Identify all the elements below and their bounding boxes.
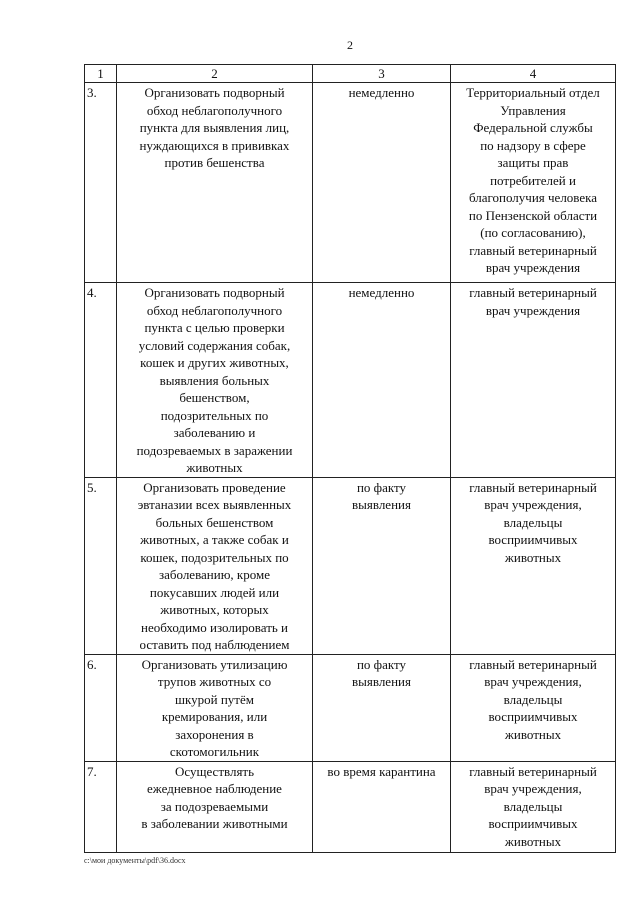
- table-header-row: [85, 65, 616, 83]
- table-row: [85, 83, 616, 283]
- row-action-text: Организовать подворный обход неблагополучного пункта для выявления лиц, нуждающихся в прививках против бешенства: [139, 85, 290, 170]
- row-number: 5.: [85, 477, 117, 654]
- table-row: [85, 477, 616, 654]
- row-action-text: Организовать утилизацию трупов животных со шкурой путём кремирования, или захоронения в скотомогильник: [141, 656, 288, 759]
- row-term-text: по факту выявления: [352, 656, 411, 689]
- row-action: [117, 654, 313, 761]
- column-header-action: 2: [117, 65, 313, 83]
- table-row: [85, 283, 616, 478]
- row-responsible: [451, 654, 616, 761]
- row-term: [313, 654, 451, 761]
- column-header-number: 1: [85, 65, 117, 83]
- row-term: [313, 761, 451, 852]
- page-number: 2: [347, 38, 353, 52]
- row-term: [313, 477, 451, 654]
- row-responsible: [451, 83, 616, 283]
- row-term-text: немедленно: [348, 285, 415, 300]
- row-number: 7.: [85, 761, 117, 852]
- row-responsible: [451, 283, 616, 478]
- row-action-text: Организовать проведение эвтаназии всех выявленных больных бешенством животных, а также собак и кошек, подозрительных по заболеванию, кроме покусавших людей или животных, которых необходимо изолировать и оставить под наблюдением: [137, 479, 292, 652]
- row-term: [313, 283, 451, 478]
- table-row: [85, 654, 616, 761]
- row-term-text: немедленно: [348, 85, 415, 100]
- row-action: [117, 83, 313, 283]
- row-responsible: [451, 477, 616, 654]
- measures-table: [84, 64, 616, 853]
- table-row: [85, 761, 616, 852]
- row-responsible-text: главный ветеринарный врач учреждения: [469, 285, 597, 318]
- row-action: [117, 761, 313, 852]
- row-number: 3.: [85, 83, 117, 283]
- row-action: [117, 283, 313, 478]
- footer-file-path: c:\мои документы\pdf\36.docx: [84, 856, 186, 865]
- column-header-responsible: 4: [451, 65, 616, 83]
- row-responsible-text: главный ветеринарный врач учреждения, владельцы восприимчивых животных: [469, 763, 597, 849]
- row-number: 6.: [85, 654, 117, 761]
- row-action: [117, 477, 313, 654]
- row-responsible-text: Территориальный отдел Управления Федеральной службы по надзору в сфере защиты прав потребителей и благополучия человека по Пензенской области (по согласованию), главный ветеринарный врач учреждения: [466, 85, 600, 275]
- row-action-text: Осуществлять ежедневное наблюдение за подозреваемыми в заболевании животными: [141, 763, 288, 831]
- row-responsible-text: главный ветеринарный врач учреждения, владельцы восприимчивых животных: [469, 656, 597, 742]
- row-responsible-text: главный ветеринарный врач учреждения, владельцы восприимчивых животных: [469, 479, 597, 565]
- column-header-term: 3: [313, 65, 451, 83]
- row-responsible: [451, 761, 616, 852]
- row-term-text: по факту выявления: [352, 479, 411, 512]
- row-term-text: во время карантина: [327, 763, 436, 779]
- row-term: [313, 83, 451, 283]
- row-number: 4.: [85, 283, 117, 478]
- row-action-text: Организовать подворный обход неблагополучного пункта с целью проверки условий содержания собак, кошек и других животных, выявления больных бешенством, подозрительных по заболеванию и подозреваемых в заражении животных: [136, 285, 293, 475]
